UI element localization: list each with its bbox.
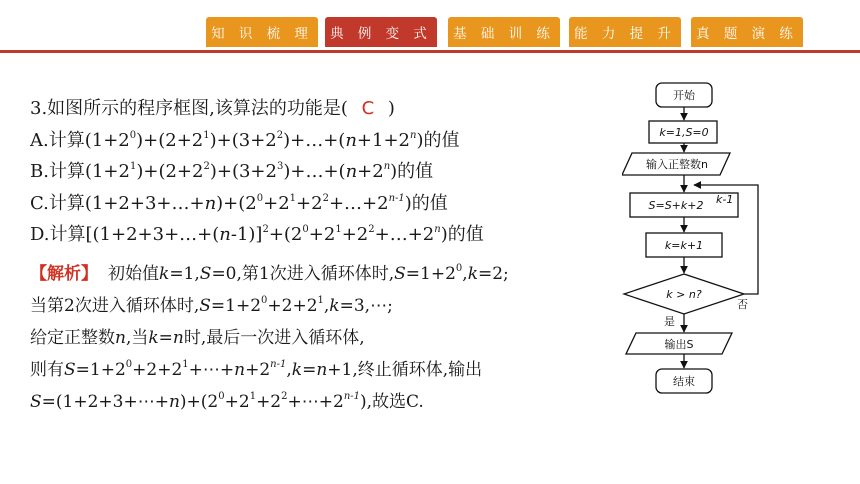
flow-condition-label: k > n?	[666, 288, 702, 301]
flow-end-label: 结束	[673, 375, 695, 388]
tab-ability-improvement[interactable]: 能 力 提 升	[569, 17, 681, 47]
program-flowchart	[622, 78, 772, 398]
top-nav	[0, 17, 860, 51]
answer-choice: C	[361, 98, 375, 119]
tab-examples[interactable]: 典 例 变 式	[325, 17, 437, 47]
flow-yes-label: 是	[664, 315, 675, 328]
question-stem: 3.如图所示的程序框图,该算法的功能是( C )	[30, 93, 484, 125]
tab-real-exam[interactable]: 真 题 演 练	[691, 17, 803, 47]
option-a: A.计算$(1+2^0)+(2+2^1)+(3+2^2)+\dots+(n+1+2^n)$的值	[30, 129, 460, 151]
analysis-line-3: 给定正整数n,当k=n时,最后一次进入循环体,	[30, 328, 365, 348]
flow-start-label: 开始	[673, 89, 695, 102]
question-block	[30, 93, 484, 251]
flow-update-k-label: k=k+1	[664, 239, 704, 252]
flow-update-s-label: S=S+k+2	[648, 199, 704, 212]
analysis-block	[30, 258, 509, 418]
option-d: D.计算[$(1+2+3+\dots+(n-1)]^2+(2^0+2^1+2^2+\dots+2^n)$的值	[30, 224, 484, 245]
option-c: C.计算$(1+2+3+\dots+n)+(2^0+2^1+2^2+\dots+2^{n-1})$的值	[30, 192, 448, 214]
tab-basic-training[interactable]: 基 础 训 练	[448, 17, 560, 47]
flow-update-s-sup: k-1	[716, 193, 734, 206]
flow-output-label: 输出S	[664, 338, 694, 351]
analysis-tag: 【解析】	[30, 264, 98, 284]
analysis-line-1: 【解析】 初始值k=1,S=0,第1次进入循环体时$,S=1+2^0,k=2$;	[30, 263, 509, 284]
tab-knowledge-review[interactable]: 知 识 梳 理	[206, 17, 318, 47]
analysis-line-5: $S=(1+2+3+\cdots+n)+(2^0+2^1+2^2+\cdots+2^{n-1})$,故选C.	[30, 391, 424, 412]
flow-init-label: k=1,S=0	[659, 126, 709, 139]
flow-no-label: 否	[737, 298, 748, 311]
analysis-line-2: 当第2次进入循环体时$,S=1+2^0+2+2^1,k=3,\cdots$;	[30, 295, 393, 316]
option-b: B.计算$(1+2^1)+(2+2^2)+(3+2^3)+\dots+(n+2^n)$的值	[30, 161, 434, 182]
analysis-line-4: 则有$S=1+2^0+2+2^1+\cdots+n+2^{n-1},k=n+1$,终止循环体,输出	[30, 359, 483, 380]
nav-divider	[0, 50, 860, 53]
flow-input-label: 输入正整数n	[646, 158, 708, 171]
